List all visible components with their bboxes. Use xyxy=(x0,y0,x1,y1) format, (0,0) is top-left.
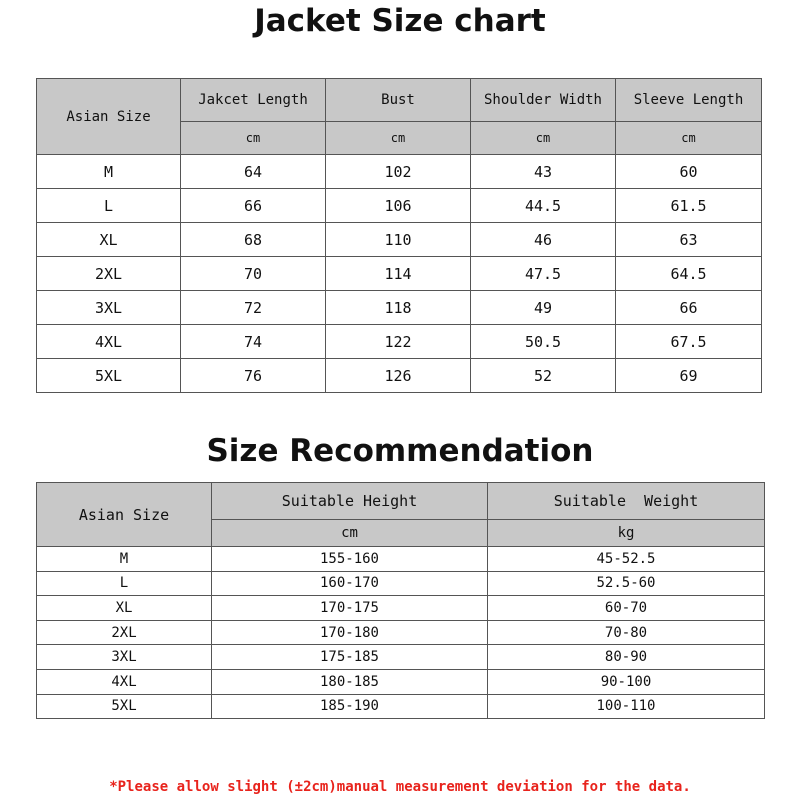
size-cell: M xyxy=(37,547,212,572)
column-header-suitable-weight: Suitable Weight xyxy=(488,483,765,520)
table-row xyxy=(37,325,762,359)
value-cell: 46 xyxy=(471,223,616,257)
value-cell: 185-190 xyxy=(212,694,488,719)
size-cell: 3XL xyxy=(37,645,212,670)
asian-size-header: Asian Size xyxy=(37,79,181,155)
value-cell: 72 xyxy=(181,291,326,325)
size-cell: 2XL xyxy=(37,620,212,645)
size-cell: M xyxy=(37,155,181,189)
size-recommendation-title: Size Recommendation xyxy=(206,433,594,469)
unit-bust: cm xyxy=(326,122,471,155)
value-cell: 66 xyxy=(616,291,762,325)
value-cell: 70 xyxy=(181,257,326,291)
value-cell: 155-160 xyxy=(212,547,488,572)
column-header-shoulder-width: Shoulder Width xyxy=(471,79,616,122)
value-cell: 64.5 xyxy=(616,257,762,291)
value-cell: 76 xyxy=(181,359,326,393)
value-cell: 114 xyxy=(326,257,471,291)
size-cell: 4XL xyxy=(37,669,212,694)
table-row xyxy=(37,694,765,719)
unit-shoulder-width: cm xyxy=(471,122,616,155)
table-row xyxy=(37,155,762,189)
jacket-chart-title: Jacket Size chart xyxy=(254,3,546,39)
column-header-bust: Bust xyxy=(326,79,471,122)
value-cell: 70-80 xyxy=(488,620,765,645)
size-cell: 3XL xyxy=(37,291,181,325)
value-cell: 160-170 xyxy=(212,571,488,596)
table-row xyxy=(37,257,762,291)
size-cell: 4XL xyxy=(37,325,181,359)
table-row xyxy=(37,359,762,393)
unit-height: cm xyxy=(212,520,488,547)
table-row xyxy=(37,596,765,621)
value-cell: 50.5 xyxy=(471,325,616,359)
value-cell: 170-180 xyxy=(212,620,488,645)
jacket-size-table xyxy=(36,78,762,393)
value-cell: 118 xyxy=(326,291,471,325)
value-cell: 45-52.5 xyxy=(488,547,765,572)
asian-size-header: Asian Size xyxy=(37,483,212,547)
column-header-suitable-height: Suitable Height xyxy=(212,483,488,520)
size-cell: XL xyxy=(37,223,181,257)
measurement-deviation-note: *Please allow slight (±2cm)manual measurement deviation for the data. xyxy=(109,779,691,795)
value-cell: 49 xyxy=(471,291,616,325)
value-cell: 68 xyxy=(181,223,326,257)
value-cell: 100-110 xyxy=(488,694,765,719)
size-cell: XL xyxy=(37,596,212,621)
value-cell: 170-175 xyxy=(212,596,488,621)
value-cell: 67.5 xyxy=(616,325,762,359)
value-cell: 175-185 xyxy=(212,645,488,670)
value-cell: 63 xyxy=(616,223,762,257)
value-cell: 122 xyxy=(326,325,471,359)
size-cell: 5XL xyxy=(37,359,181,393)
value-cell: 69 xyxy=(616,359,762,393)
table-row xyxy=(37,571,765,596)
value-cell: 106 xyxy=(326,189,471,223)
value-cell: 64 xyxy=(181,155,326,189)
value-cell: 61.5 xyxy=(616,189,762,223)
value-cell: 180-185 xyxy=(212,669,488,694)
value-cell: 126 xyxy=(326,359,471,393)
size-cell: 2XL xyxy=(37,257,181,291)
value-cell: 90-100 xyxy=(488,669,765,694)
value-cell: 60 xyxy=(616,155,762,189)
value-cell: 80-90 xyxy=(488,645,765,670)
table-row xyxy=(37,189,762,223)
value-cell: 102 xyxy=(326,155,471,189)
value-cell: 44.5 xyxy=(471,189,616,223)
size-cell: L xyxy=(37,571,212,596)
column-header-sleeve-length: Sleeve Length xyxy=(616,79,762,122)
value-cell: 52 xyxy=(471,359,616,393)
value-cell: 47.5 xyxy=(471,257,616,291)
size-recommendation-table xyxy=(36,482,765,719)
table-row xyxy=(37,645,765,670)
column-header-jacket-length: Jakcet Length xyxy=(181,79,326,122)
value-cell: 60-70 xyxy=(488,596,765,621)
value-cell: 52.5-60 xyxy=(488,571,765,596)
value-cell: 66 xyxy=(181,189,326,223)
table-row xyxy=(37,547,765,572)
size-cell: 5XL xyxy=(37,694,212,719)
unit-weight: kg xyxy=(488,520,765,547)
table-row xyxy=(37,620,765,645)
table-row xyxy=(37,291,762,325)
unit-sleeve-length: cm xyxy=(616,122,762,155)
unit-jacket-length: cm xyxy=(181,122,326,155)
value-cell: 74 xyxy=(181,325,326,359)
table-row xyxy=(37,669,765,694)
size-cell: L xyxy=(37,189,181,223)
value-cell: 43 xyxy=(471,155,616,189)
table-row xyxy=(37,223,762,257)
value-cell: 110 xyxy=(326,223,471,257)
